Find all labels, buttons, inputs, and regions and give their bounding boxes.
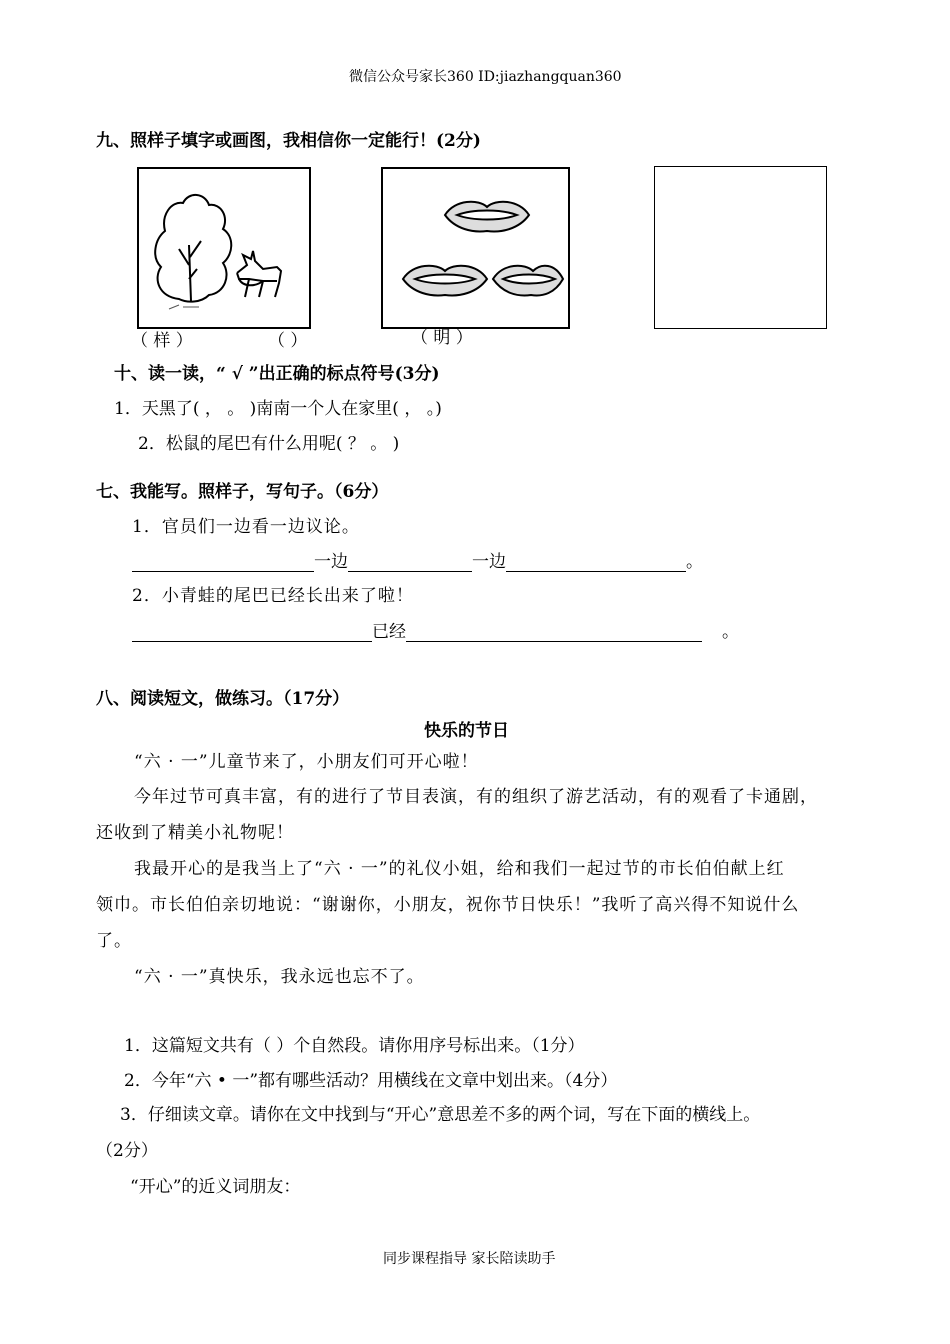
synonym-prompt: “开心”的近义词朋友： (130, 1177, 301, 1197)
tree-and-goat-illustration (139, 169, 309, 327)
line-end-period: 。 (722, 622, 739, 642)
passage-title: 快乐的节日 (424, 721, 509, 741)
box2-label: （ 明 ） (411, 328, 473, 348)
lips-picture-box (381, 167, 570, 329)
section8-title: 八、阅读短文，做练习。（17分） (96, 689, 350, 709)
reading-question-1: 1．这篇短文共有（ ）个自然段。请你用序号标出来。（1分） (124, 1036, 585, 1056)
word-yibian-2: 一边 (472, 552, 506, 572)
drawing-answer-box[interactable] (654, 166, 827, 329)
passage-paragraph-3: 我最开心的是我当上了“六 · 一”的礼仪小姐，给和我们一起过节的市长伯伯献上红 (134, 859, 785, 879)
reading-question-3: 3．仔细读文章。请你在文中找到与“开心”意思差不多的两个词，写在下面的横线上。 (120, 1105, 761, 1125)
answer-blank[interactable] (406, 623, 702, 642)
section7-title: 七、我能写。照样子，写句子。（6分） (96, 482, 389, 502)
word-yibian-1: 一边 (314, 552, 348, 572)
section9-title: 九、照样子填字或画图，我相信你一定能行！(2分) (96, 131, 481, 151)
punctuation-question-1: 1．天黑了( ， 。 )南南一个人在家里( ， 。) (114, 399, 442, 419)
section10-title: 十、读一读，“ √ ”出正确的标点符号(3分) (114, 364, 440, 384)
blank-label: （ ） (268, 331, 308, 351)
passage-paragraph-2: 今年过节可真丰富，有的进行了节目表演，有的组织了游艺活动，有的观看了卡通剧， (134, 787, 818, 807)
box1-label: （ 样 ） (131, 331, 193, 351)
mouth-icon-3 (493, 266, 563, 296)
punctuation-question-2: 2．松鼠的尾巴有什么用呢( ？ 。 ) (138, 434, 400, 454)
passage-paragraph-3-cont: 领巾。市长伯伯亲切地说：“谢谢你，小朋友，祝你节日快乐！”我听了高兴得不知说什么 (96, 895, 800, 915)
passage-paragraph-1: “六 · 一”儿童节来了，小朋友们可开心啦！ (134, 752, 479, 772)
answer-blank[interactable] (506, 553, 686, 572)
page-header: 微信公众号家长360 ID:jiazhangquan360 (349, 69, 622, 85)
sentence-answer-line-1 (132, 547, 703, 572)
sentence-example-2: 2．小青蛙的尾巴已经长出来了啦！ (132, 586, 414, 606)
sentence-answer-line-2 (132, 617, 739, 642)
passage-paragraph-4: “六 · 一”真快乐，我永远也忘不了。 (134, 967, 425, 987)
sample-picture-box (137, 167, 311, 329)
reading-question-3-points: （2分） (96, 1141, 158, 1161)
answer-blank[interactable] (132, 553, 314, 572)
reading-question-2: 2．今年“六 • 一”都有哪些活动？用横线在文章中划出来。（4分） (124, 1071, 618, 1091)
answer-blank[interactable] (132, 623, 372, 642)
answer-blank[interactable] (348, 553, 472, 572)
passage-paragraph-2-cont: 还收到了精美小礼物呢！ (96, 823, 294, 843)
word-yijing: 已经 (372, 622, 406, 642)
line-end-period: 。 (686, 552, 703, 572)
three-mouths-illustration (383, 169, 568, 327)
passage-paragraph-3-end: 了。 (96, 931, 132, 951)
mouth-icon-2 (403, 266, 487, 296)
mouth-icon-1 (445, 202, 529, 232)
sentence-example-1: 1．官员们一边看一边议论。 (132, 517, 360, 537)
page-footer: 同步课程指导 家长陪读助手 (383, 1251, 556, 1267)
